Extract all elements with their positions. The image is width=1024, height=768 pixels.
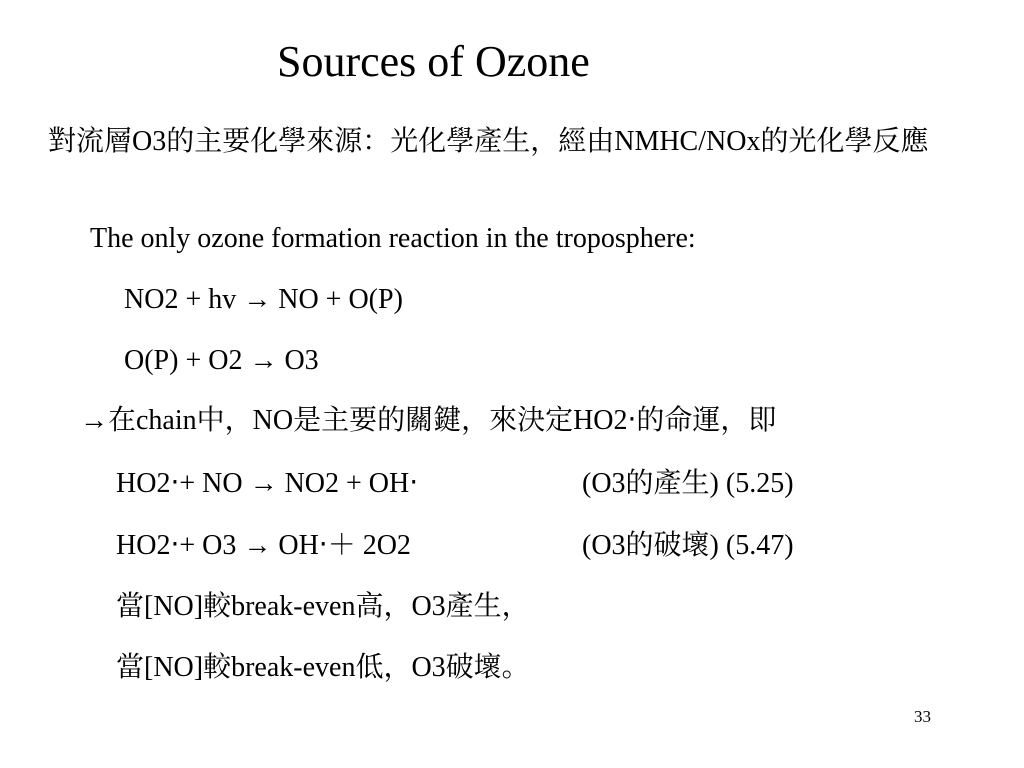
condition-low-no: 當[NO]較break-even低，O3破壞。 — [116, 652, 530, 683]
reaction-no: HO2‧+ NO → NO2 + OH‧ — [116, 468, 419, 499]
equation-ozone-formation: O(P) + O2 → O3 — [124, 345, 319, 376]
condition-high-no: 當[NO]較break-even高，O3產生， — [116, 591, 530, 622]
reaction-no-note: (O3的產生) (5.25) — [582, 468, 794, 499]
page-number: 33 — [914, 707, 931, 726]
intro-text: 對流層O3的主要化學來源：光化學產生，經由NMHC/NOx的光化學反應 — [48, 126, 929, 157]
reaction-o3: HO2‧+ O3 → OH‧＋ 2O2 — [116, 530, 411, 561]
equation-photolysis: NO2 + hv → NO + O(P) — [124, 284, 403, 315]
formation-reaction-heading: The only ozone formation reaction in the troposphere: — [90, 223, 696, 254]
slide-title: Sources of Ozone — [277, 37, 590, 86]
chain-explanation: →在chain中，NO是主要的關鍵，來決定HO2‧的命運，即 — [80, 405, 777, 436]
reaction-o3-note: (O3的破壞) (5.47) — [582, 530, 794, 561]
